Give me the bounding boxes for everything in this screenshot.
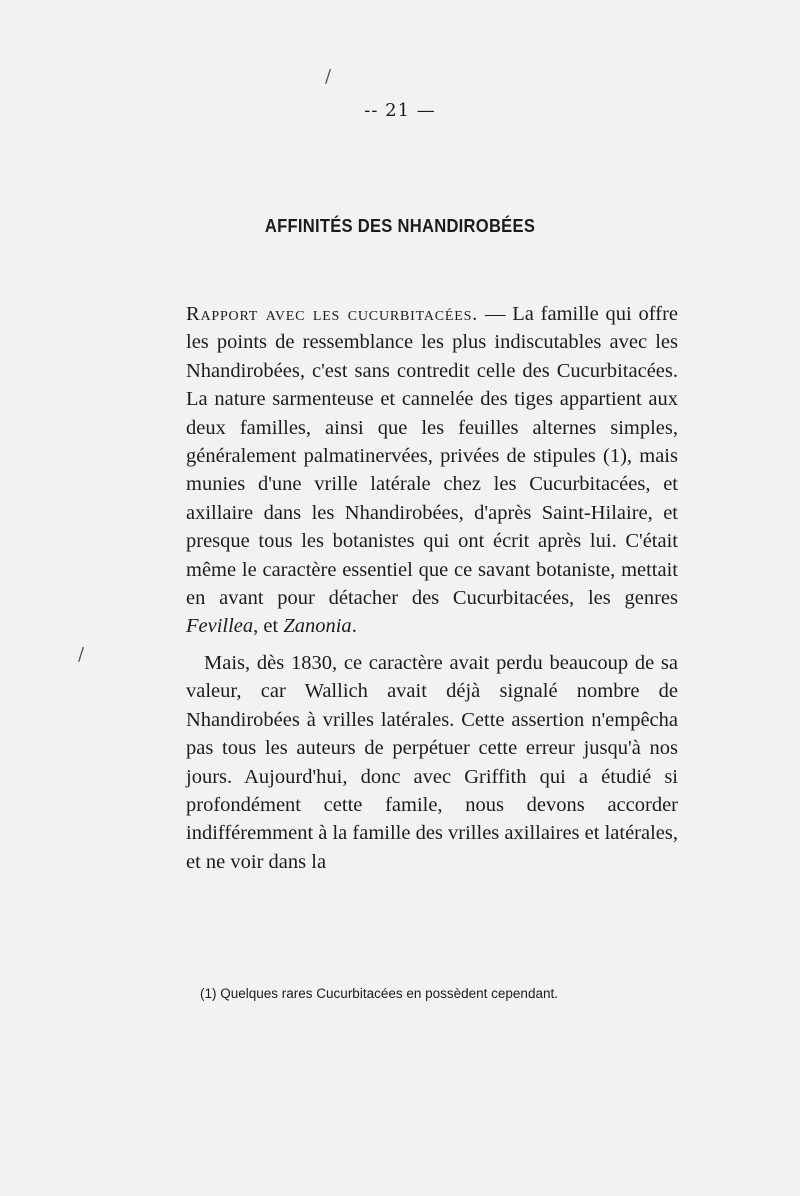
paragraph-1 [186,300,678,641]
pencil-mark-icon: / [78,644,85,665]
genus-name: Zanonia [283,615,352,638]
paragraph-text: — La famille qui offre les points de ressemblance les plus indiscutables avec les Nhandirobées, c'est sans contredit celle des Cucurbitacées. La nature sarmenteuse et cannelée des tiges appartient aux deux familles, ainsi que les feuilles alternes simples, généralement palmatinervées, privées de stipules (1), mais munies d'une vrille latérale chez les Cucurbitacées, et axillaire dans les Nhandirobées, d'après Saint-Hilaire, et presque tous les botanistes qui ont écrit après lui. C'était même le caractère essentiel que ce savant botaniste, mettait en avant pour détacher des Cucurbitacées, les genres [186,303,678,610]
genus-name: Fevillea [186,615,254,638]
section-title: AFFINITÉS DES NHANDIROBÉES [264,216,536,236]
paragraph-lead: Rapport avec les cucurbitacées. [186,303,479,325]
footnote: (1) Quelques rares Cucurbitacées en possèdent cependant. [200,986,558,1001]
paragraph-text: . [351,615,357,638]
paragraph-text: , et [253,615,284,638]
page-number: -- 21 — [364,100,436,121]
pencil-mark-icon: / [325,66,332,87]
paragraph-2: Mais, dès 1830, ce caractère avait perdu beaucoup de sa valeur, car Wallich avait déjà signalé nombre de Nhandirobées à vrilles latérales. Cette assertion n'empêcha pas tous les auteurs de perpétuer cette erreur jusqu'à nos jours. Aujourd'hui, donc avec Griffith qui a étudié si profondément cette famile, nous devons accorder indifféremment à la famille des vrilles axillaires et latérales, et ne voir dans la [186,651,678,873]
body-text [186,300,678,876]
